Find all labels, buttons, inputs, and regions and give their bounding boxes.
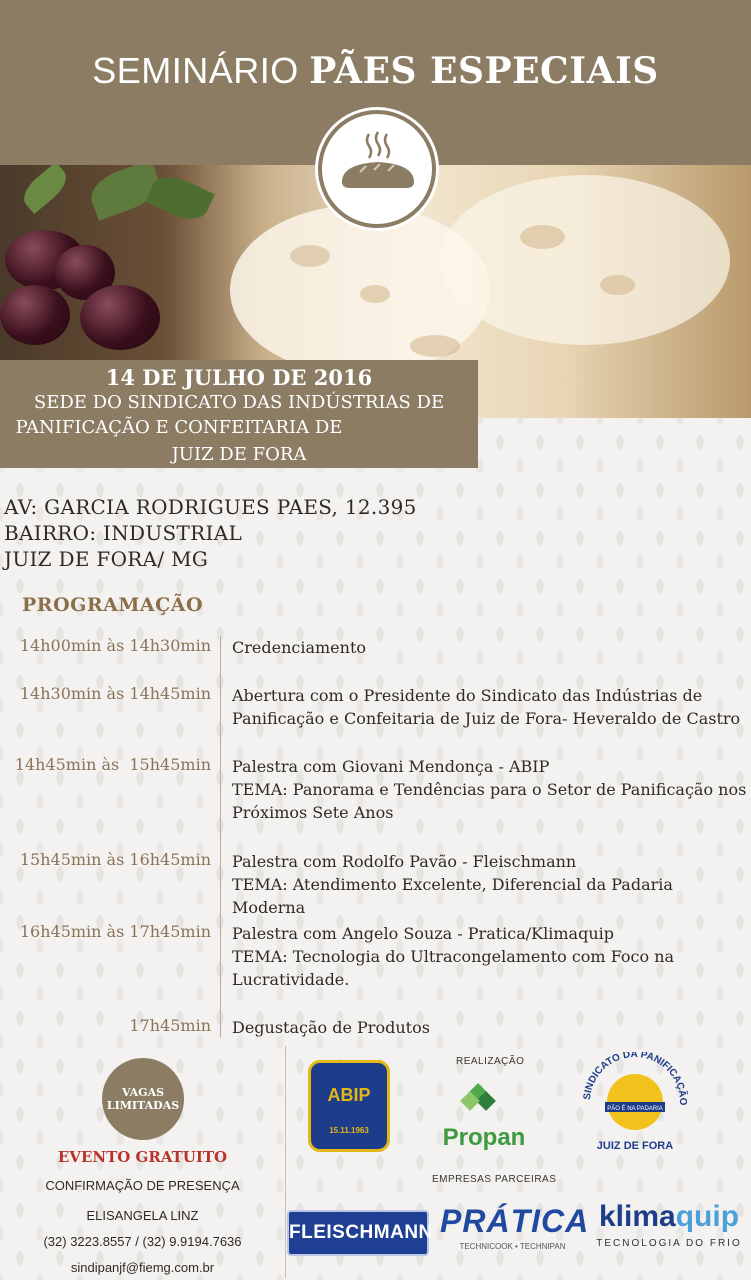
schedule-time: 17h45min [129, 1016, 211, 1035]
fleischmann-logo: FLEISCHMANN [287, 1210, 429, 1256]
address-line: BAIRRO: INDUSTRIAL [4, 521, 243, 545]
vagas-line: LIMITADAS [106, 1099, 180, 1112]
schedule-desc [232, 850, 747, 919]
propan-icon [434, 1082, 534, 1122]
pratica-logo [440, 1203, 590, 1251]
schedule-desc [232, 636, 747, 659]
parceiras-label: EMPRESAS PARCEIRAS [432, 1174, 557, 1185]
schedule-desc [232, 1016, 747, 1039]
schedule-time: 14h00min às 14h30min [19, 636, 211, 655]
bread-icon [322, 114, 432, 224]
abip-logo [308, 1060, 390, 1152]
schedule-divider [220, 636, 221, 1038]
footer-divider [285, 1046, 286, 1278]
address-line: AV: GARCIA RODRIGUES PAES, 12.395 [4, 495, 417, 519]
desc-line: TEMA: Tecnologia do Ultracongelamento com Foco na [232, 947, 675, 966]
abip-date: 15.11.1963 [329, 1126, 369, 1135]
bread-crumb [440, 175, 730, 345]
title-bold: PÃES ESPECIAIS [309, 50, 659, 92]
klimaquip-logo [594, 1200, 744, 1249]
confirmacao-label: CONFIRMAÇÃO DE PRESENÇA [45, 1178, 240, 1193]
vagas-line: VAGAS [121, 1086, 165, 1099]
sindicato-emblem [580, 1052, 690, 1136]
venue-line: SEDE DO SINDICATO DAS INDÚSTRIAS DE [33, 392, 445, 413]
desc-line: Palestra com Angelo Souza - Pratica/Klimaquip [232, 924, 614, 943]
pratica-text: PRÁTICA [440, 1203, 590, 1239]
event-info-box [0, 360, 478, 468]
desc-line: TEMA: Atendimento Excelente, Diferencial da Padaria Moderna [232, 875, 673, 917]
venue-line: PANIFICAÇÃO E CONFEITARIA DE [15, 417, 343, 438]
pratica-sub: TECHNICOOK • TECHNIPAN [459, 1242, 566, 1251]
page-title [0, 50, 751, 92]
schedule-time: 14h30min às 14h45min [19, 684, 211, 703]
desc-line: Credenciamento [232, 638, 366, 657]
schedule-time: 15h45min às 16h45min [19, 850, 211, 869]
sindicato-logo [580, 1052, 690, 1152]
desc-line: Palestra com Giovani Mendonça - ABIP [232, 757, 550, 776]
klima-text: klima [598, 1200, 676, 1233]
bread-hole [410, 335, 460, 357]
sindicato-banner: PÃO É NA PADARIA [607, 1106, 663, 1112]
desc-line: Próximos Sete Anos [232, 803, 394, 822]
address-line: JUIZ DE FORA/ MG [4, 547, 209, 571]
desc-line: TEMA: Panorama e Tendências para o Setor de Panificação nos [232, 780, 747, 799]
bread-hole [600, 275, 635, 295]
bread-hole [290, 245, 330, 267]
olive [80, 285, 160, 350]
desc-line: Abertura com o Presidente do Sindicato das Indústrias de [232, 686, 703, 705]
schedule-desc [232, 755, 747, 824]
schedule-desc [232, 684, 747, 730]
olive [0, 285, 70, 345]
klima-sub: TECNOLOGIA DO FRIO [596, 1238, 742, 1249]
schedule-time: 14h45min às 15h45min [14, 755, 211, 774]
contact-phones: (32) 3223.8557 / (32) 9.9194.7636 [43, 1234, 242, 1249]
desc-line: Degustação de Produtos [232, 1018, 430, 1037]
title-thin: SEMINÁRIO [92, 50, 299, 91]
bread-logo-badge [318, 110, 436, 228]
desc-line: Panificação e Confeitaria de Juiz de Fora- Heveraldo de Castro [232, 709, 741, 728]
venue-line: JUIZ DE FORA [171, 444, 307, 465]
address-block [4, 494, 417, 572]
contact-name: ELISANGELA LINZ [86, 1208, 199, 1223]
event-date: 14 DE JULHO DE 2016 [105, 365, 373, 390]
bread-hole [360, 285, 390, 303]
desc-line: Palestra com Rodolfo Pavão - Fleischmann [232, 852, 577, 871]
schedule-time: 16h45min às 17h45min [19, 922, 211, 941]
evento-gratuito: EVENTO GRATUITO [57, 1148, 228, 1166]
quip-text: quip [675, 1200, 740, 1233]
sindicato-arc-text: SINDICATO DA PANIFICAÇÃO [581, 1052, 689, 1106]
propan-text: Propan [442, 1124, 526, 1151]
abip-text: ABIP [327, 1085, 371, 1105]
schedule-desc [232, 922, 747, 991]
realizacao-label: REALIZAÇÃO [456, 1056, 525, 1067]
contact-email[interactable]: sindipanjf@fiemg.com.br [70, 1260, 215, 1275]
propan-logo [434, 1082, 534, 1154]
bread-hole [520, 225, 565, 249]
programacao-title: PROGRAMAÇÃO [22, 594, 204, 616]
desc-line: Lucratividade. [232, 970, 350, 989]
vagas-badge [102, 1058, 184, 1140]
basil-leaf [17, 165, 72, 214]
sindicato-city: JUIZ DE FORA [596, 1140, 674, 1152]
